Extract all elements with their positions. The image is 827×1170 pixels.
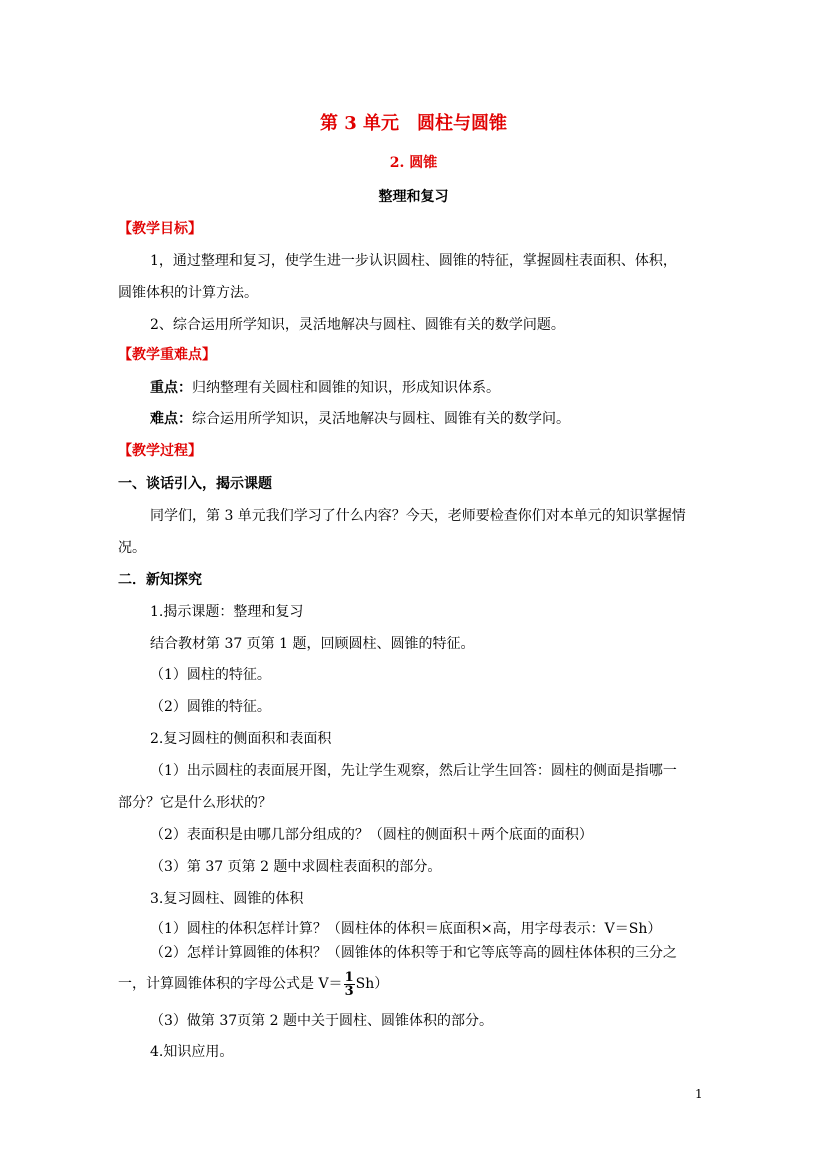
goal-1-line-2: 圆锥体积的计算方法。 xyxy=(118,285,258,301)
item-1-b: （2）圆锥的特征。 xyxy=(150,699,271,715)
difficulty-text: 综合运用所学知识，灵活地解决与圆柱、圆锥有关的数学问。 xyxy=(192,411,570,427)
item-2-a-line-1: （1）出示圆柱的表面展开图，先让学生观察，然后让学生回答：圆柱的侧面是指哪一 xyxy=(150,763,677,779)
goal-2: 2、综合运用所学知识，灵活地解决与圆柱、圆锥有关的数学问题。 xyxy=(150,317,565,333)
section-2-heading: 二．新知探究 xyxy=(118,572,202,588)
item-3-c: （3）做第 37页第 2 题中关于圆柱、圆锥体积的部分。 xyxy=(150,1013,493,1029)
focus-line xyxy=(150,379,500,397)
item-2: 2.复习圆柱的侧面积和表面积 xyxy=(150,731,332,747)
item-1: 1.揭示课题：整理和复习 xyxy=(150,604,304,620)
difficulty-line xyxy=(150,410,570,428)
one-third-fraction xyxy=(344,971,355,998)
process-heading: 【教学过程】 xyxy=(118,443,202,459)
keypoints-heading: 【教学重难点】 xyxy=(118,347,216,363)
item-3-b-line-2 xyxy=(118,967,388,1001)
page-number: 1 xyxy=(695,1087,703,1101)
goal-1-line-1: 1，通过整理和复习，使学生进一步认识圆柱、圆锥的特征，掌握圆柱表面积、体积， xyxy=(150,253,677,269)
fraction-denominator: 3 xyxy=(344,983,354,999)
item-2-b: （2）表面积是由哪几部分组成的？（圆柱的侧面积＋两个底面的面积） xyxy=(150,827,593,843)
lesson-title: 整理和复习 xyxy=(378,189,449,205)
goals-heading: 【教学目标】 xyxy=(118,221,202,237)
item-3-b-line-1: （2）怎样计算圆锥的体积？（圆锥体的体积等于和它等底等高的圆柱体体积的三分之 xyxy=(150,945,677,961)
cone-formula-suffix: Sh） xyxy=(355,976,389,992)
section-1-heading: 一、谈话引入，揭示课题 xyxy=(118,476,272,492)
section-1-line-1: 同学们，第 3 单元我们学习了什么内容？今天，老师要检查你们对本单元的知识掌握情 xyxy=(150,508,686,524)
cone-formula-prefix: 一，计算圆锥体积的字母公式是 V＝ xyxy=(118,976,343,992)
difficulty-label: 难点： xyxy=(150,411,192,427)
item-4: 4.知识应用。 xyxy=(150,1044,234,1060)
focus-label: 重点： xyxy=(150,380,192,396)
fraction-numerator: 1 xyxy=(344,969,354,985)
item-2-c: （3）第 37 页第 2 题中求圆柱表面积的部分。 xyxy=(150,859,442,875)
item-3-a: （1）圆柱的体积怎样计算？（圆柱体的体积＝底面积×高，用字母表示：V＝Sh） xyxy=(150,921,662,937)
section-title: 2. 圆锥 xyxy=(389,155,438,171)
item-1-a: （1）圆柱的特征。 xyxy=(150,667,271,683)
item-2-a-line-2: 部分？它是什么形状的？ xyxy=(118,795,272,811)
item-1-desc: 结合教材第 37 页第 1 题，回顾圆柱、圆锥的特征。 xyxy=(150,636,475,652)
item-3: 3.复习圆柱、圆锥的体积 xyxy=(150,891,304,907)
unit-title: 第 3 单元 圆柱与圆锥 xyxy=(319,113,508,134)
section-1-line-2: 况。 xyxy=(118,540,146,556)
focus-text: 归纳整理有关圆柱和圆锥的知识，形成知识体系。 xyxy=(192,380,500,396)
